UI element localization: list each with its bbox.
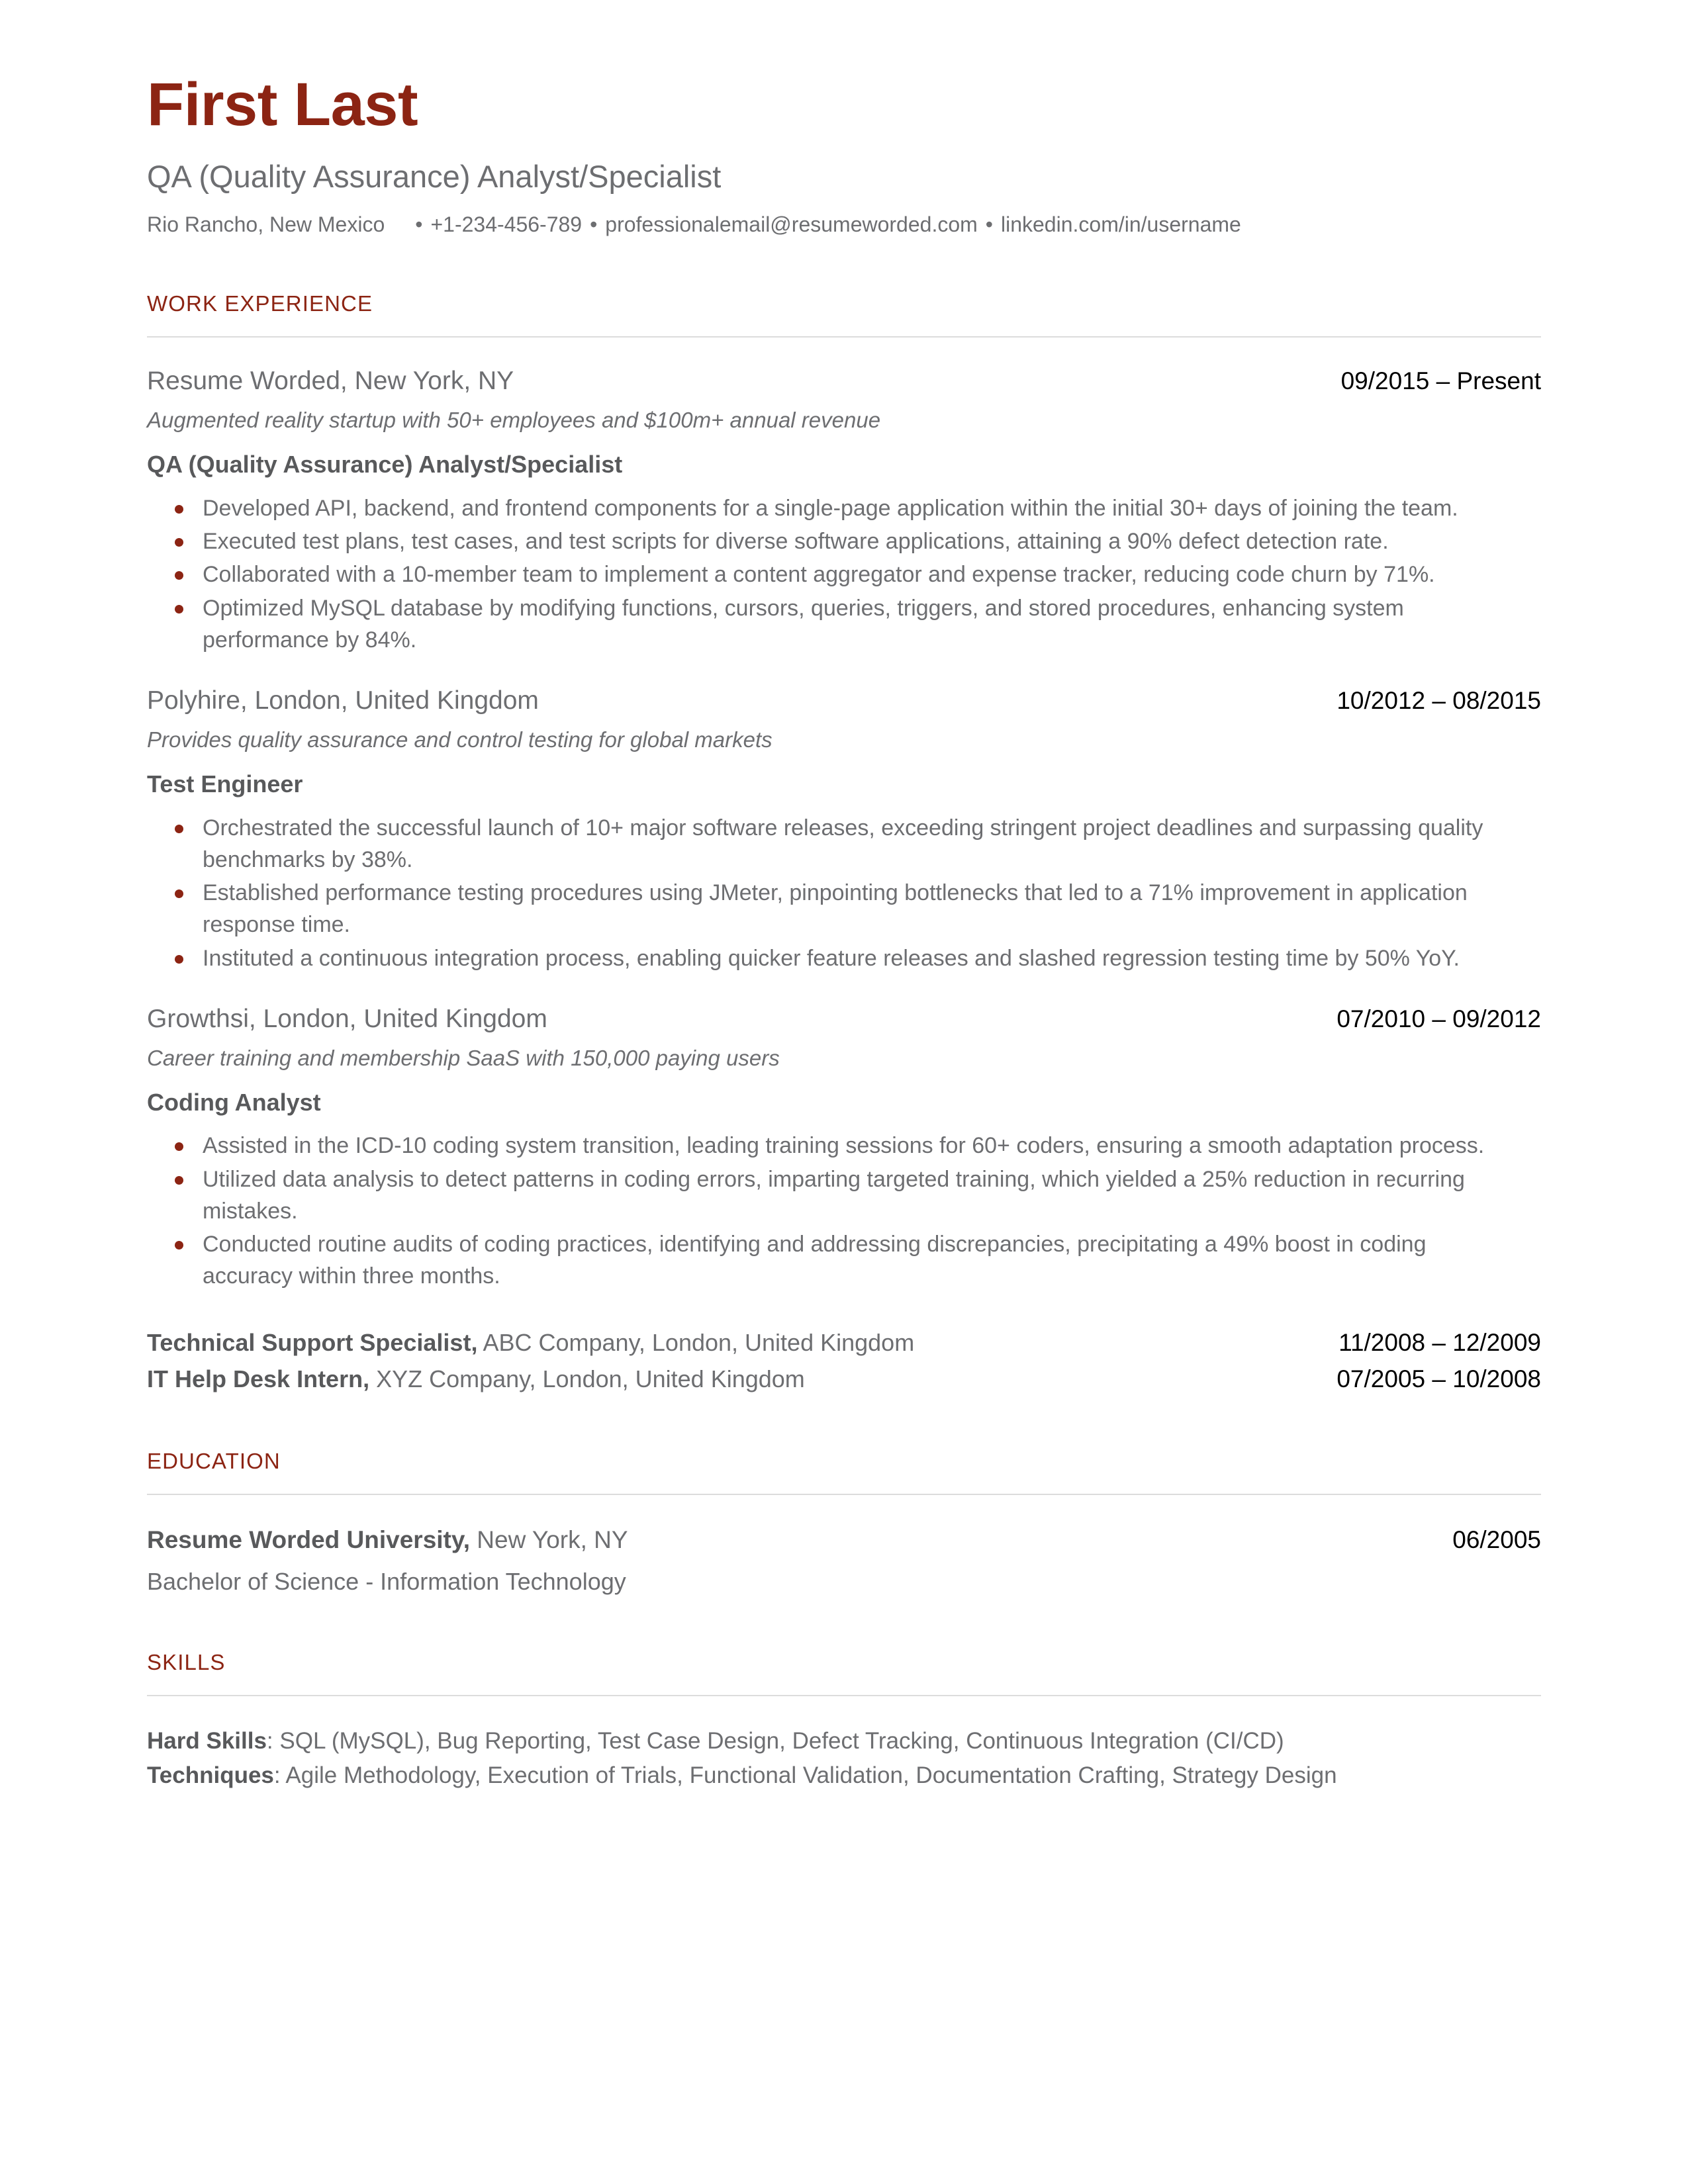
job-bullet: [147, 525, 1504, 557]
job-dates: 09/2015 – Present: [1340, 367, 1541, 395]
job-bullet: [147, 559, 1504, 590]
job-bullet: [147, 1228, 1504, 1293]
bullet-dot-icon: [175, 1142, 183, 1151]
bullet-dot-icon: [175, 505, 183, 514]
job-tagline: Career training and membership SaaS with 150,000 paying users: [147, 1045, 780, 1070]
job-header-row: [147, 365, 1541, 398]
job-bullet-text: Orchestrated the successful launch of 10+ major software releases, exceeding stringent project deadlines and surpassing quality benchmarks by 38%.: [203, 815, 1483, 872]
compact-role-detail: XYZ Company, London, United Kingdom: [369, 1365, 805, 1392]
compact-role-row: [147, 1327, 1541, 1359]
contact-location: Rio Rancho, New Mexico: [147, 212, 385, 236]
job-bullet: [147, 877, 1504, 941]
job-bullet: [147, 1163, 1504, 1228]
compact-roles-list: [147, 1327, 1541, 1396]
education-school: Resume Worded University,: [147, 1525, 470, 1553]
job-role-title: QA (Quality Assurance) Analyst/Specialist: [147, 450, 623, 478]
skill-label: Techniques: [147, 1762, 274, 1789]
skills-list: [147, 1725, 1541, 1791]
bullet-dot-icon: [175, 605, 183, 614]
section-skills: [147, 1650, 1541, 1791]
contact-phone: +1-234-456-789: [430, 212, 583, 236]
job-entry: [147, 1003, 1541, 1293]
job-company: Polyhire, London, United Kingdom: [147, 686, 539, 715]
education-degree: Bachelor of Science - Information Technology: [147, 1567, 626, 1595]
contact-separator-3: •: [985, 212, 993, 236]
skill-line: [147, 1760, 1541, 1792]
candidate-name: First Last: [147, 71, 418, 138]
bullet-dot-icon: [175, 825, 183, 833]
compact-role-title: Technical Support Specialist,: [147, 1328, 478, 1356]
job-bullet-text: Developed API, backend, and frontend components for a single-page application within the initial 30+ days of joining the team.: [203, 495, 1458, 521]
job-bullet-text: Assisted in the ICD-10 coding system transition, leading training sessions for 60+ coders, ensuring a smooth adaptation process.: [203, 1133, 1485, 1159]
job-bullet-text: Instituted a continuous integration process, enabling quicker feature releases and slashed regression testing time by 50% YoY.: [203, 945, 1460, 971]
job-entry: [147, 685, 1541, 974]
resume-header: [147, 71, 1541, 238]
job-bullet-text: Executed test plans, test cases, and test scripts for diverse software applications, attaining a 90% defect detection rate.: [203, 529, 1389, 555]
job-header-row: [147, 685, 1541, 717]
job-bullet: [147, 492, 1504, 524]
contact-separator-2: •: [590, 212, 598, 236]
job-tagline: Provides quality assurance and control testing for global markets: [147, 727, 773, 752]
job-bullet-text: Collaborated with a 10-member team to implement a content aggregator and expense tracker, reducing code churn by 71%.: [203, 562, 1435, 588]
job-bullet-text: Conducted routine audits of coding practices, identifying and addressing discrepancies, precipitating a 49% boost in coding accuracy within three months.: [203, 1232, 1427, 1289]
job-header-row: [147, 1003, 1541, 1036]
job-role-title: Test Engineer: [147, 770, 303, 797]
job-bullet-text: Utilized data analysis to detect patterns in coding errors, imparting targeted training, which yielded a 25% reduction in recurring mistakes.: [203, 1166, 1465, 1224]
contact-line: [147, 211, 1541, 239]
compact-role-label: [147, 1363, 805, 1396]
skill-line: [147, 1725, 1541, 1757]
compact-role-row: [147, 1363, 1541, 1396]
candidate-headline: QA (Quality Assurance) Analyst/Specialist: [147, 159, 722, 194]
job-tagline: Augmented reality startup with 50+ employees and $100m+ annual revenue: [147, 408, 881, 433]
contact-email[interactable]: professionalemail@resumeworded.com: [605, 212, 978, 236]
bullet-dot-icon: [175, 955, 183, 964]
bullet-dot-icon: [175, 571, 183, 580]
section-work-experience: [147, 291, 1541, 1395]
section-title-skills: SKILLS: [147, 1650, 226, 1675]
skill-label: Hard Skills: [147, 1728, 267, 1754]
job-company: Resume Worded, New York, NY: [147, 367, 514, 396]
compact-role-dates: 11/2008 – 12/2009: [1338, 1328, 1541, 1356]
bullet-dot-icon: [175, 538, 183, 547]
skill-values: : Agile Methodology, Execution of Trials, Functional Validation, Documentation Crafting, Strategy Design: [273, 1762, 1337, 1789]
section-title-work-experience: WORK EXPERIENCE: [147, 291, 373, 316]
job-dates: 07/2010 – 09/2012: [1336, 1005, 1541, 1032]
skill-values: : SQL (MySQL), Bug Reporting, Test Case Design, Defect Tracking, Continuous Integration (CI/CD): [266, 1728, 1284, 1754]
resume-body: [147, 0, 1541, 1794]
education-school-line: [147, 1524, 628, 1556]
section-divider-work: [147, 336, 1541, 338]
job-bullet-list: [147, 1130, 1541, 1292]
education-entry: [147, 1524, 1541, 1598]
job-bullet-list: [147, 812, 1541, 974]
education-header-row: [147, 1524, 1541, 1556]
job-bullet: [147, 1130, 1504, 1161]
education-location: New York, NY: [470, 1525, 628, 1553]
job-dates: 10/2012 – 08/2015: [1336, 687, 1541, 715]
job-bullet: [147, 942, 1504, 974]
compact-role-title: IT Help Desk Intern,: [147, 1365, 370, 1392]
bullet-dot-icon: [175, 889, 183, 898]
job-bullet: [147, 592, 1504, 657]
bullet-dot-icon: [175, 1176, 183, 1185]
contact-separator-1: •: [415, 212, 423, 236]
education-dates: 06/2005: [1452, 1525, 1541, 1553]
job-role-title: Coding Analyst: [147, 1088, 321, 1116]
job-entry: [147, 365, 1541, 656]
bullet-dot-icon: [175, 1241, 183, 1250]
contact-linkedin[interactable]: linkedin.com/in/username: [1000, 212, 1241, 236]
compact-role-detail: ABC Company, London, United Kingdom: [477, 1328, 915, 1356]
job-bullet: [147, 812, 1504, 876]
compact-role-dates: 07/2005 – 10/2008: [1336, 1365, 1541, 1392]
section-education: [147, 1449, 1541, 1598]
section-title-education: EDUCATION: [147, 1448, 281, 1473]
job-bullet-text: Established performance testing procedures using JMeter, pinpointing bottlenecks that led to a 71% improvement in application response time.: [203, 880, 1468, 938]
job-bullet-text: Optimized MySQL database by modifying functions, cursors, queries, triggers, and stored procedures, enhancing system performance by 84%.: [203, 595, 1404, 653]
job-company: Growthsi, London, United Kingdom: [147, 1004, 547, 1033]
compact-role-label: [147, 1327, 914, 1359]
section-divider-skills: [147, 1695, 1541, 1696]
job-bullet-list: [147, 492, 1541, 656]
section-divider-education: [147, 1494, 1541, 1495]
